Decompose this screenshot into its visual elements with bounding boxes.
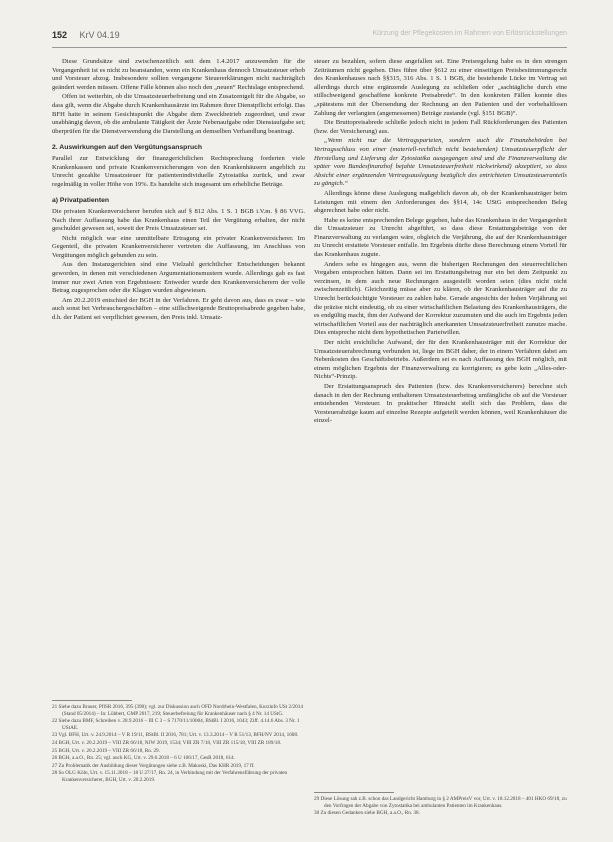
paragraph: Diese Grundsätze sind zwischenzeitlich seit dem 1.4.2017 anzuwenden für die Vergangenheit ist es nicht zu beanstanden, wenn ein Krankenhaus dennoch Umsatzsteuer erhob und Vorsteuer abzog. Insbesondere sollten vergangene Steuererklärungen nicht nachträglich geändert werden müssen. Offene Fälle können also noch den „neuen“ Rechtslage entsprechend.: [52, 58, 305, 91]
page-number: 152: [52, 30, 68, 40]
paragraph: Offen ist weiterhin, ob die Umsatzsteuerbefreiung und ein Zusatzentgelt für die Abgabe, so dass gilt, wenn die Abgabe durch Krankenhausärzte im Rahmen ihrer Dienstpflicht erfolgt. Das BFH hatte in seinem Gesichtspunkt die Abgabe dem Zweckbetrieb zugeordnet, und zwar unabhängig davon, ob die ambulante Tätigkeit der Ärzte Nebenaufgabe oder Dienstaufgabe sei; überprüfen für die Dienstverwendung die Darstellung an demselben Verhandlung beantragt.: [52, 93, 305, 135]
paragraph: Habe es keine entsprechenden Belege gegeben, habe das Krankenhaus in der Vergangenheit die Umsatzsteuer zu Unrecht abgeführt, so dass diese Erstattungsbeträge von der Finanzverwaltung zu verlangen wäre, obgleich die Verjährung, die auf der Krankenhausträger zu Unrecht erstattete Vorsteuer entfalle. Im Ergebnis dürfte diese Berechnung einem Vorteil für das Krankenhaus zugute.: [314, 216, 567, 259]
footnote: 27 Zu Problematik der Ausbildung dieser Vergütungen siehe z.B. Makoski, Das KHR 2019, 17 ff.: [52, 762, 255, 769]
paragraph: Anders sehe es hingegen aus, wenn die bisherigen Rechnungen den steuerrechtlichen Vorgaben entsprochen hätten. Dann sei im Erstattungsbetrag nur ein bei dem Zeitpunkt zu verzinsen, in dem auch neue Rechnungen ausgestellt worden seien (dies nicht nicht zwischenzeitlich). Gleichzeitig müsse aber zu klären, ob der Krankenhausträger auf die zu Unrecht berücksichtigte Vorsteuer zu zahlen habe. Gerade angesichts der hohen Verjährung sei die präzise nicht eindeutig, ob zu einer wirtschaftlichen Belastung des Krankenhausträgers, die es endgültig macht, ihm der Aufwand der Korrektur zuzumuten und die auch im Ergebnis jeden wirtschaftlichen Vorteil aus der nachträglich anerkannten Umsatzsteuerfreiheit zunutze mache. Dies entspreche nicht dem hypothetischen Parteiwillen.: [314, 260, 567, 337]
paragraph: Allerdings könne diese Auslegung maßgeblich davon ab, ob der Krankenhausträger beim Leistungen mit einem den Anforderungen des §§14, 14c UStG entsprechenden Beleg abgerechnet habe oder nicht.: [314, 189, 567, 215]
paragraph: Die privaten Krankenversicherer berufen sich auf § 812 Abs. 1 S. 1 BGB i.V.m. § 86 VVG. Nach ihrer Auffassung habe das Krankenhaus einen Teil der Vergütung erhalten, der nicht geschuldet gewesen sei, soweit der Preis Umsatzsteuer sei.: [52, 207, 305, 233]
footnotes-right: [314, 796, 567, 818]
footnote: 23 Vgl. BFH, Urt. v. 24.9.2014 – V R 19/11, BStBl. II 2016, 781; Urt. v. 13.3.2014 – V R 51/13, BFH/NV 2014, 1608.: [52, 732, 299, 739]
left-column: [52, 58, 305, 324]
footnote: 21 Siehe dazu Brauer, PflSR 2016, 395 (398); vgl. zur Diskussion auch OFD Nordrhein-Westfalen, Kurzinfo USt 2/2014 (Stand 05/2014) – In: Lübbert, GMP 2017, 219; Steuerbefreiung für Krankenhäuser nach § 4 Nr. 14 UStG.: [52, 704, 303, 717]
header-rule: [52, 47, 567, 48]
footnote-rule: [314, 792, 394, 793]
running-title: Kürzung der Pflegekosten im Rahmen von Erlösrückstellungen: [372, 30, 567, 37]
subsection-heading: a) Privatpatienten: [52, 197, 110, 205]
paragraph: Am 20.2.2019 entschied der BGH in der Verfahren. Er geht davon aus, dass es zwar – wie auch sonst bei Verbrauchergeschäften – eine stillschweigende Bruttopreisabrede gegeben habe, d.h. der Patient sei verpflichtet gewesen, den Preis inkl. Umsatz-: [52, 296, 305, 322]
paragraph: Aus den Instanzgerichten sind eine Vielzahl gerichtlicher Entscheidungen bekannt geworden, in denen mit verschiedenen Argumentationsmustern wurde. Allerdings gab es fast immer nur zwei Arten von Ergebnissen: Entweder wurde den Krankenversicherern der volle Betrag zugesprochen oder die Klagen wurden abgewiesen.: [52, 261, 305, 295]
page-header: [52, 30, 567, 44]
footnote-rule: [52, 700, 132, 701]
paragraph: Nicht möglich war eine unmittelbare Ertragung ein privater Krankenversicherer. Im Gegenteil, die privaten Krankenversicherer vertreten die Auffassung, im Anschluss von Vergütungen möglich gebunden zu sein.: [52, 234, 305, 259]
footnote: 24 BGH, Urt. v. 20.2.2019 – VIII ZR 66/18, NJW 2019, 1534; VIII ZR 7/18, VIII ZR 115/18, VIII ZR 189/18.: [52, 739, 282, 746]
footnote: 30 Zu diesen Gedanken siehe BGH, a.a.O., Rn. 38.: [314, 810, 420, 817]
footnote: 25 BGH, Urt. v. 20.2.2019 – VIII ZR 66/18, Rn. 29.: [52, 747, 160, 754]
paragraph: Der nicht ersichtliche Aufwand, der für den Krankenhausträger mit der Korrektur der Umsatzsteuerabrechnung verbunden ist, liege im BGH daher, der in einem Verfahren dabei am Nebenkosten des Geschäftsbetriebs. Außerdem sei es nach Auffassung des BGH möglich, mit einem möglichen Ergebnis der Finanzverwaltung zu korrigieren; es gebe kein „Alles-oder-Nichts“-Prinzip.: [314, 339, 567, 381]
section-heading: 2. Auswirkungen auf den Vergütungsanspruch: [52, 144, 203, 152]
footnotes-left: [52, 704, 305, 785]
paragraph: Parallel zur Entwicklung der finanzgerichtlichen Rechtsprechung forderten viele Krankenkassen und private Krankenversicherungen von den Krankenhäusern angeblich zu Unrecht gezahlte Umsatzsteuer für patientenindividuelle Zytostatika zurück, und zwar regelmäßig in voller Höhe von 19%. Es handelte sich insgesamt um erhebliche Beträge.: [52, 154, 305, 188]
footnote: 29 Diese Lösung sah z.B. schon das Landgericht Hamburg in § 2 AMPreisV vor, Urt. v. 18.12.2018 – 401 HKO 69/18, zu den Vorfragen der Abgabe von Zytostatika bei ambulanten Patienten im Krankenhaus.: [314, 796, 567, 809]
magazine-name: KrV 04.19: [79, 30, 120, 40]
right-column: [314, 58, 567, 427]
paragraph: steuer zu bezahlen, sofern diese angefallen sei. Eine Preisregelung habe es in den strengen Zeiträumen nicht gegeben. Dies führe über §612 zu einer einseitigen Preisbestimmungsrecht des Krankenhauses nach §§315, 316 Abs. 1 S. 1 BGB, die bestehende Lücke im Vertrag sei allerdings durch eine ergänzende Auslegung zu schließen oder „sachtägliche durch eine stillschweigend geschaffene konkrete Preisabrede“. In den konkreten Fällen konnte dies „spätestens mit der Übersendung der Rechnung an den Patienten und der vorbehaltlosen Zahlung der verlangten (angemessenen) Beträge zustande (vgl. §151 BGB)“.: [314, 58, 567, 117]
footnote: 28 So OLG Köln, Urt. v. 15.11.2018 – 18 U 27/17, Rn. 24, in Verbindung mit der Verfahrensführung der privaten Krankenversicherer, BGH, Urt. v. 20.2.2019.: [52, 770, 288, 783]
paragraph: Die Bruttopreisabrede schließe jedoch nicht in jedem Fall Rückforderungen des Patienten (bzw. der Versicherung) aus.: [314, 119, 567, 135]
paragraph: Der Erstattungsanspruch des Patienten (bzw. des Krankenversicherers) berechne sich danach in den der Rechnung enthaltenen Umsatzsteuerbetrag umfängliche ob auf die Vorsteuer entstehenden Vorsteuer. In praktischer Hinsicht stellt sich das Problem, dass die Vorsteuerabzüge kaum auf einzelne Rezepte aufgeteilt werden können, weil Krankenhäuser die einzel-: [314, 382, 567, 425]
footnote: 26 BGH, a.a.O., Rn. 25; vgl. auch KG, Urt. v. 29.6.2018 – 6 U 106/17, GesR 2018, 614.: [52, 755, 235, 762]
footnote: 22 Siehe dazu BMF, Schreiben v. 28.9.2016 – III C 3 – S 7170/11/10004, BStBl. I 2016, 1043; Ziff. 4.14.6 Abs. 3 Nr. 1 UStAE.: [52, 718, 300, 731]
quotation: „Wenn nicht nur die Vertragsparteien, sondern auch die Finanzbehörden bei Vertragsschluss von einer (materiell-rechtlich nicht bestehenden) Umsatzsteuerpflicht der Herstellung und Lieferung der Zytostatika ausgegangen sind und die Finanzverwaltung die später vom Bundesfinanzhof bejahte Umsatzsteuerfreiheit rückwirkend) akzeptiert, so dass Absicht einer ergänzenden Vertragsauslegung bezüglich des entrichteten Umsatzsteueranteils zu gängich.“: [314, 137, 567, 188]
